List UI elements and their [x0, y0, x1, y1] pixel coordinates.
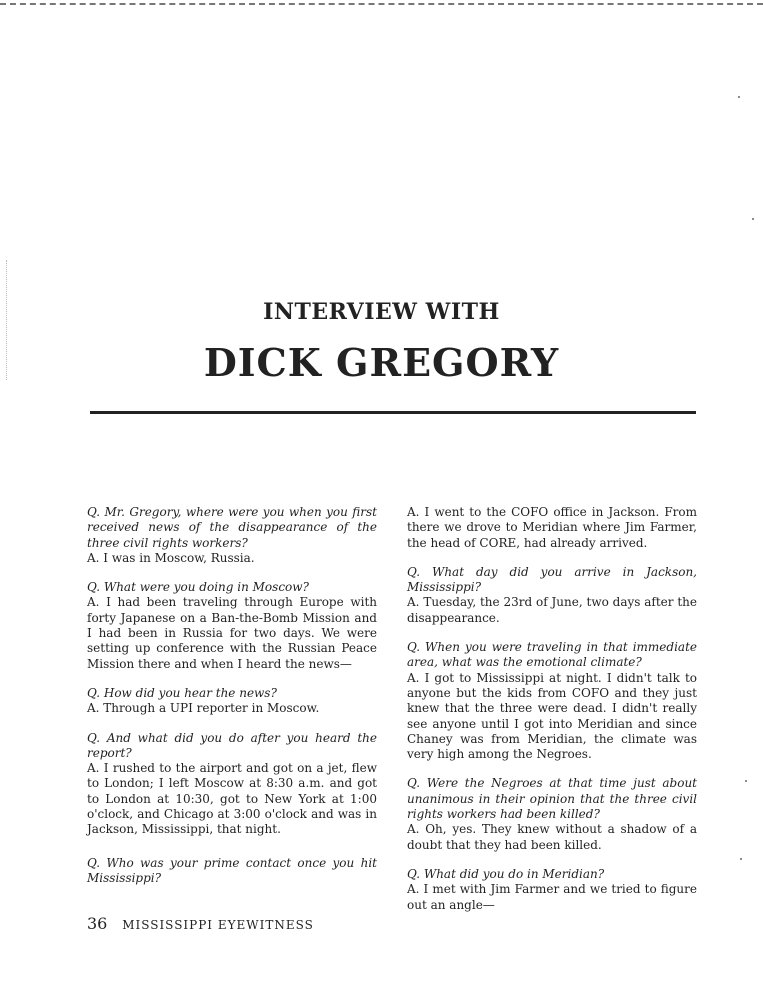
qa-block — [87, 580, 377, 672]
page-footer — [87, 914, 314, 933]
question: Q. Mr. Gregory, where were you when you first received news of the disappearance of the three civil rights workers? — [87, 505, 377, 550]
page-title: DICK GREGORY — [203, 340, 560, 385]
scan-speck — [740, 858, 742, 860]
right-column — [407, 505, 697, 927]
question: Q. When you were traveling in that immediate area, what was the emotional climate? — [407, 640, 697, 670]
qa-block — [87, 856, 377, 887]
qa-block — [87, 731, 377, 838]
qa-block — [87, 505, 377, 566]
scan-speck — [745, 780, 747, 782]
question: Q. How did you hear the news? — [87, 685, 277, 700]
answer: A. Tuesday, the 23rd of June, two days after the disappearance. — [407, 595, 697, 625]
page-number: 36 — [87, 914, 108, 933]
answer: A. I met with Jim Farmer and we tried to figure out an angle— — [407, 882, 697, 912]
qa-block — [407, 867, 697, 913]
answer: A. I went to the COFO office in Jackson. From there we drove to Meridian where Jim Farmer, the head of CORE, had already arrived. — [407, 505, 697, 550]
answer: A. I rushed to the airport and got on a jet, flew to London; I left Moscow at 8:30 a.m. and got to London at 10:30, got to New York at 1:00 o'clock, and Chicago at 3:00 o'clock and was in Jackson, Mississippi, that night. — [87, 761, 377, 837]
answer: A. I had been traveling through Europe with forty Japanese on a Ban-the-Bomb Mission and I had been in Russia for two days. We were setting up conference with the Russian Peace Mission there and when I heard the news— — [87, 595, 377, 671]
answer: A. I was in Moscow, Russia. — [87, 550, 255, 565]
qa-block — [407, 565, 697, 626]
qa-block — [407, 505, 697, 551]
question: Q. And what did you do after you heard the report? — [87, 730, 377, 760]
question: Q. What were you doing in Moscow? — [87, 580, 309, 595]
publication-name: MISSISSIPPI EYEWITNESS — [122, 918, 314, 932]
qa-block — [87, 686, 377, 717]
title-rule — [90, 411, 696, 414]
page-top-edge — [0, 3, 763, 5]
left-column — [87, 505, 377, 900]
question: Q. Who was your prime contact once you hit Mississippi? — [87, 855, 377, 885]
answer: A. Through a UPI reporter in Moscow. — [87, 701, 320, 716]
scan-speck — [752, 218, 754, 220]
answer: A. Oh, yes. They knew without a shadow of a doubt that they had been killed. — [407, 822, 697, 852]
question: Q. What did you do in Meridian? — [407, 866, 605, 881]
qa-block — [407, 776, 697, 852]
heading-subtitle: INTERVIEW WITH — [263, 299, 500, 325]
question: Q. What day did you arrive in Jackson, Mississippi? — [407, 564, 697, 595]
scan-speck — [738, 96, 740, 98]
question: Q. Were the Negroes at that time just about unanimous in their opinion that the three civil rights workers had been killed? — [407, 776, 697, 822]
qa-block — [407, 640, 697, 762]
answer: A. I got to Mississippi at night. I didn't talk to anyone but the kids from COFO and they just knew that the three were dead. I didn't really see anyone until I got into Meridian and since Chaney was from Meridian, the climate was very high among the Negroes. — [407, 670, 697, 762]
